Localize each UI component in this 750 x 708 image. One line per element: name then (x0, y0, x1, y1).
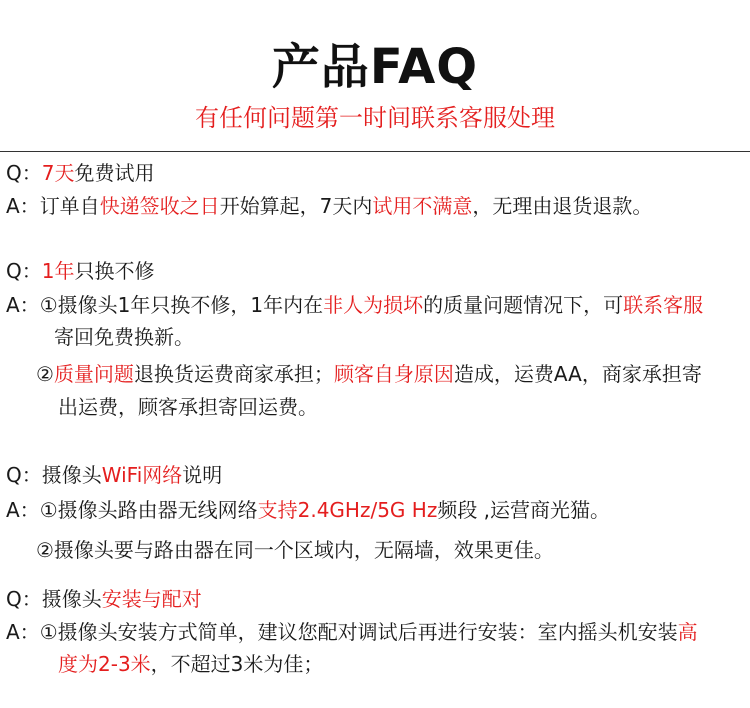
page-title: 产品FAQ (271, 39, 479, 95)
faq-3-question: Q：摄像头WiFi网络说明 (6, 463, 223, 487)
faq-2-answer-1: A：①摄像头1年只换不修，1年内在非人为损坏的质量问题情况下，可联系客服 (6, 293, 704, 317)
faq-2-question: Q：1年只换不修 (6, 259, 155, 283)
faq-3-answer-2: ②摄像头要与路由器在同一个区域内，无隔墙，效果更佳。 (36, 538, 554, 562)
faq-4-answer-1-cont: 度为2-3米，不超过3米为佳； (58, 652, 324, 676)
faq-3-answer-1: A：①摄像头路由器无线网络支持2.4GHz/5G Hz频段 ,运营商光猫。 (6, 498, 611, 522)
faq-1-answer: A：订单自快递签收之日开始算起，7天内试用不满意，无理由退货退款。 (6, 194, 653, 218)
faq-4-question: Q：摄像头安装与配对 (6, 587, 202, 611)
faq-1-question: Q：7天免费试用 (6, 161, 155, 185)
faq-2-answer-2: ②质量问题退换货运费商家承担；顾客自身原因造成，运费AA，商家承担寄 (36, 362, 702, 386)
divider (0, 151, 750, 152)
faq-2-answer-1-cont: 寄回免费换新。 (54, 325, 194, 349)
faq-2-answer-2-cont: 出运费，顾客承担寄回运费。 (58, 395, 318, 419)
page-subtitle: 有任何问题第一时间联系客服处理 (195, 104, 555, 132)
faq-4-answer-1: A：①摄像头安装方式简单，建议您配对调试后再进行安装：室内摇头机安装高 (6, 620, 698, 644)
